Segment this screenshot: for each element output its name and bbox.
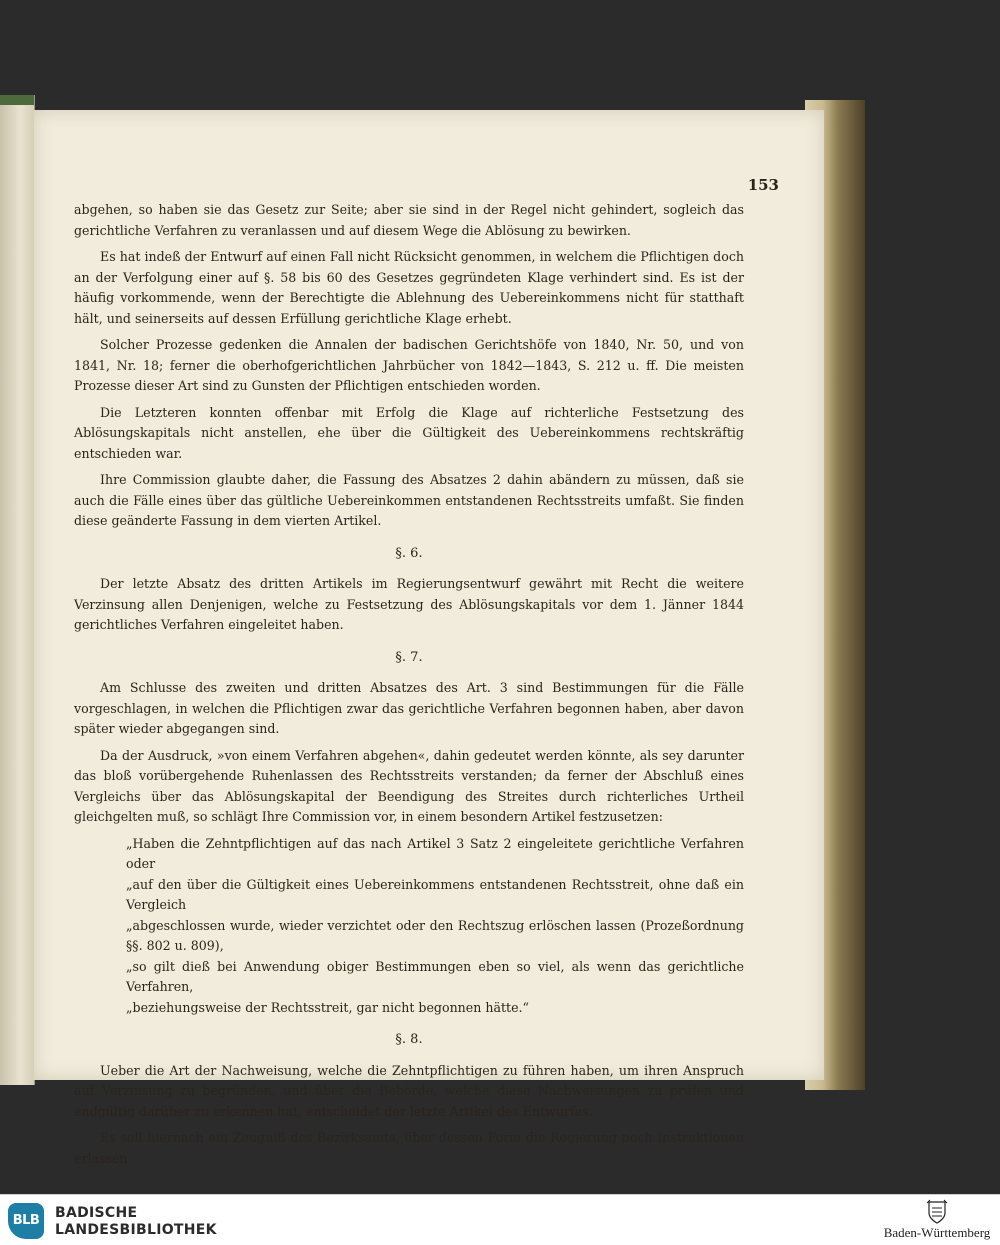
blb-logo[interactable]: BLB <box>8 1203 44 1239</box>
quote-line: „Haben die Zehntpflichtigen auf das nach Artikel 3 Satz 2 eingeleitete gerichtliche Verfahren oder <box>126 835 744 871</box>
section-heading-8: §. 8. <box>395 1032 423 1047</box>
paragraph: Die Letzteren konnten offenbar mit Erfolg die Klage auf richterliche Festsetzung des Ablösungskapitals nicht anstellen, ehe über die Gültigkeit des Uebereinkommens rechtskräftig entschieden war. <box>74 404 744 461</box>
book-left-edge <box>0 95 35 1085</box>
library-name-line1: BADISCHE <box>55 1205 138 1221</box>
paragraph: Ueber die Art der Nachweisung, welche die Zehntpflichtigen zu führen haben, um ihren Anspruch auf Verzinsung zu begründen, und über die Behörde, welche diese Nachweisungen zu prüfen und endgültig darüber zu erkennen hat, entscheidet der letzte Artikel des Entwurfes. <box>74 1062 744 1119</box>
paragraph: Ihre Commission glaubte daher, die Fassung des Absatzes 2 dahin abändern zu müssen, daß sie auch die Fälle eines über das gültliche Uebereinkommen entstandenen Rechtsstreits umfaßt. Sie finden diese geänderte Fassung in dem vierten Artikel. <box>74 472 744 528</box>
coat-of-arms-icon <box>925 1199 949 1225</box>
footer-bar <box>0 1194 1000 1245</box>
paragraph: Da der Ausdruck, »von einem Verfahren abgehen«, dahin gedeutet werden könnte, als sey darunter das bloß vorübergehende Ruhenlassen des Rechtsstreits verstanden; da ferner der Abschluß eines Vergleichs über das Ablösungskapital der Beendigung des Streites durch richterliches Urtheil gleichgelten muß, so schlägt Ihre Commission vor, in einem besondern Artikel festzusetzen: <box>74 747 744 824</box>
paragraph: Am Schlusse des zweiten und dritten Absatzes des Art. 3 sind Bestimmungen für die Fälle vorgeschlagen, in welchen die Pflichtigen zwar das gerichtliche Verfahren begonnen haben, aber davon später wieder abgegangen sind. <box>74 680 744 736</box>
page-text <box>74 200 744 1175</box>
quote-line: „auf den über die Gültigkeit eines Uebereinkommens entstandenen Rechtsstreit, ohne daß ein Vergleich <box>126 876 744 912</box>
quote-line: „abgeschlossen wurde, wieder verzichtet oder den Rechtszug erlöschen lassen (Prozeßordnung §§. 802 u. 809), <box>126 917 744 953</box>
paragraph: Es soll hiernach ein Zeugniß des Bezirksamts, über dessen Form die Regierung noch Instruktionen erlassen <box>74 1130 744 1166</box>
paragraph: Solcher Prozesse gedenken die Annalen der badischen Gerichtshöfe von 1840, Nr. 50, und von 1841, Nr. 18; ferner die oberhofgerichtlichen Jahrbücher von 1842—1843, S. 212 u. ff. Die meisten Prozesse dieser Art sind zu Gunsten der Pflichtigen entschieden worden. <box>74 337 744 393</box>
state-name: Baden-Württemberg <box>883 1225 991 1240</box>
paragraph: abgehen, so haben sie das Gesetz zur Seite; aber sie sind in der Regel nicht gehindert, sogleich das gerichtliche Verfahren zu veranlassen und auf diesem Wege die Ablösung zu bewirken. <box>74 202 744 238</box>
quote-line: „beziehungsweise der Rechtsstreit, gar nicht begonnen hätte.“ <box>126 999 529 1015</box>
quoted-article <box>74 834 744 1019</box>
page-number: 153 <box>747 176 779 194</box>
library-name[interactable] <box>55 1205 217 1239</box>
quote-line: „so gilt dieß bei Anwendung obiger Bestimmungen eben so viel, als wenn das gerichtliche Verfahren, <box>126 958 744 994</box>
library-name-line2: LANDESBIBLIOTHEK <box>55 1222 217 1238</box>
section-heading-6: §. 6. <box>395 545 423 561</box>
scanned-page <box>34 110 824 1166</box>
paragraph: Es hat indeß der Entwurf auf einen Fall nicht Rücksicht genommen, in welchem die Pflichtigen doch an der Verfolgung einer auf §. 58 bis 60 des Gesetzes gegründeten Klage verhindert sind. Es ist der häufig vorkommende, wenn der Berechtigte die Ablehnung des Uebereinkommens nicht für statthaft hält, und seinerseits auf dessen Erfüllung gerichtliche Klage erhebt. <box>74 249 744 326</box>
book-ribbon <box>0 95 34 105</box>
paragraph: Der letzte Absatz des dritten Artikels im Regierungsentwurf gewährt mit Recht die weitere Verzinsung allen Denjenigen, welche zu Festsetzung des Ablösungskapitals vor dem 1. Jänner 1844 gerichtliches Verfahren eingeleitet haben. <box>74 576 744 632</box>
section-heading-7: §. 7. <box>395 649 423 665</box>
